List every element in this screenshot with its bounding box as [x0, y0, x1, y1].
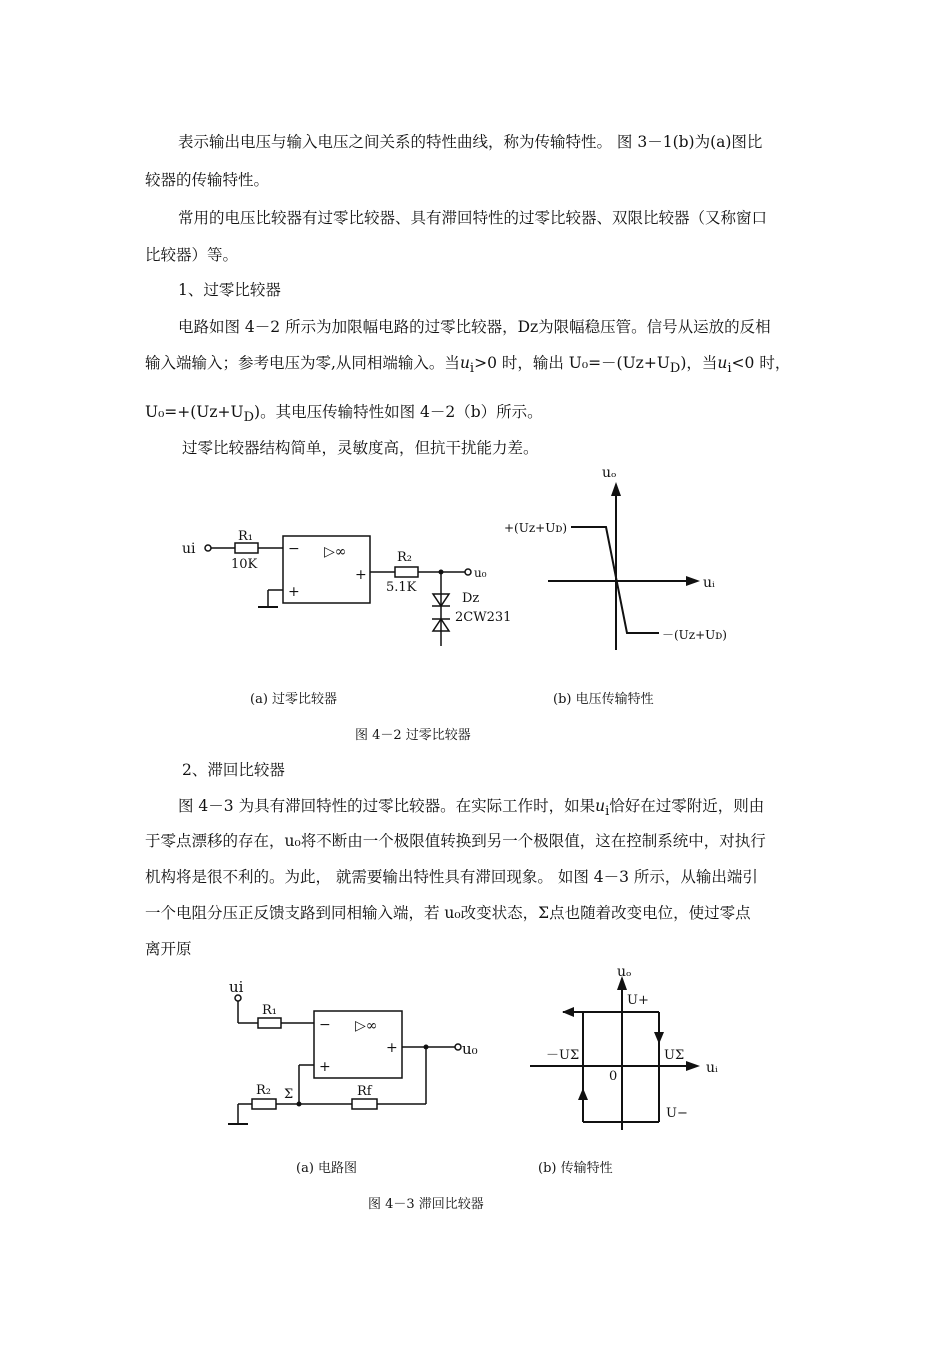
fig42-ui-label: ui — [182, 541, 196, 557]
fig43-origin: 0 — [609, 1069, 618, 1084]
fig42-r2-label: R₂ — [397, 550, 412, 565]
fig42-pos-level: +(Uz+Uᴅ) — [504, 521, 568, 535]
fig42-minus: − — [288, 541, 300, 557]
fig43-rf-label: Rf — [357, 1084, 372, 1099]
line9-part-b: 恰好在过零附近，则由 — [609, 797, 765, 815]
ui-var-3: u — [595, 797, 606, 815]
fig43-ui-label: ui — [229, 978, 244, 996]
d-sub-2: D — [243, 410, 255, 426]
para-line-4: 比较器）等。 — [145, 246, 239, 264]
fig43-x-label: uᵢ — [706, 1060, 718, 1076]
ui-sub-3: i — [605, 804, 610, 820]
line6-part-a: 输入端输入；参考电压为零,从同相端输入。当 — [145, 354, 460, 372]
ui-var-2: u — [717, 354, 728, 372]
line7-part-b: )。其电压传输特性如图 4－2（b）所示。 — [254, 403, 543, 421]
fig42-caption-b: (b) 电压传输特性 — [553, 692, 654, 707]
fig43-r1-label: R₁ — [262, 1003, 277, 1018]
para-line-11: 机构将是很不利的。为此， 就需要输出特性具有滞回现象。 如图 4－3 所示，从输出端引 — [145, 868, 758, 886]
para-line-8: 过零比较器结构简单，灵敏度高，但抗干扰能力差。 — [182, 439, 539, 457]
para-line-1: 表示输出电压与输入电压之间关系的特性曲线，称为传输特性。 图 3－1(b)为(a)图比 — [178, 133, 763, 151]
fig43-r2-label: R₂ — [256, 1083, 271, 1098]
fig42-u0-label: u₀ — [474, 566, 487, 580]
fig43-plus-out: + — [386, 1040, 398, 1056]
fig43-u-plus: U+ — [627, 993, 649, 1008]
fig43-u0-label: u₀ — [462, 1040, 478, 1058]
d-sub: D — [669, 361, 681, 377]
fig43-title: 图 4－3 滞回比较器 — [368, 1197, 484, 1212]
fig42-x-label: uᵢ — [703, 575, 715, 591]
ui-sub: i — [469, 361, 475, 377]
fig42-r1-label: R₁ — [238, 529, 253, 544]
line7-part-a: U₀=+(Uz+U — [145, 403, 244, 421]
para-line-13: 离开原 — [145, 940, 192, 958]
line6-part-d: <0 时， — [731, 354, 791, 372]
fig42-dz-part: 2CW231 — [455, 610, 512, 625]
fig42-dz-label: Dz — [462, 591, 480, 606]
fig43-arrow-up — [578, 1088, 588, 1100]
line6-part-b: >0 时，输出 U₀=－(Uz+U — [474, 354, 670, 372]
para-line-5: 电路如图 4－2 所示为加限幅电路的过零比较器，Dz为限幅稳压管。信号从运放的反相 — [178, 318, 771, 336]
fig42-r1-value: 10K — [231, 557, 258, 572]
para-line-3: 常用的电压比较器有过零比较器、具有滞回特性的过零比较器、双限比较器（又称窗口 — [178, 209, 768, 227]
fig42-neg-level: －(Uz+Uᴅ) — [662, 628, 727, 642]
fig43-neg-sigma: －UΣ — [546, 1048, 580, 1063]
para-line-12: 一个电阻分压正反馈支路到同相输入端，若 u₀改变状态，Σ点也随着改变电位，使过零点 — [145, 904, 751, 922]
fig43-y-label: uₒ — [617, 964, 632, 980]
section-heading-2: 2、滞回比较器 — [182, 761, 285, 779]
fig42-r2-value: 5.1K — [386, 580, 417, 595]
fig43-arrow-left — [562, 1007, 574, 1017]
section-heading-1: 1、过零比较器 — [178, 281, 281, 299]
fig43-caption-a: (a) 电路图 — [296, 1161, 358, 1176]
fig42-title: 图 4－2 过零比较器 — [355, 728, 471, 743]
fig43-caption-b: (b) 传输特性 — [538, 1161, 613, 1176]
fig42-y-label: uₒ — [602, 465, 617, 481]
fig43-arrow-down — [654, 1032, 664, 1044]
fig43-pos-sigma: UΣ — [664, 1048, 685, 1063]
fig42-caption-a: (a) 过零比较器 — [250, 692, 338, 707]
fig43-u-minus: U− — [666, 1106, 688, 1121]
line9-part-a: 图 4－3 为具有滞回特性的过零比较器。在实际工作时，如果 — [178, 797, 596, 815]
fig42-amp-symbol: ▷∞ — [324, 544, 347, 560]
fig43-sigma-label: Σ — [284, 1087, 294, 1102]
fig43-amp-symbol: ▷∞ — [355, 1018, 378, 1034]
fig43-plus-in: + — [319, 1059, 331, 1075]
line6-part-c: )，当 — [680, 354, 718, 372]
para-line-10: 于零点漂移的存在，u₀将不断由一个极限值转换到另一个极限值，这在控制系统中，对执行 — [145, 832, 766, 850]
fig42-plus-in: + — [288, 584, 300, 600]
ui-sub-2: i — [727, 361, 732, 377]
fig43-minus: − — [319, 1017, 331, 1033]
fig42-plus-out: + — [355, 567, 367, 583]
ui-var: u — [459, 354, 470, 372]
para-line-2: 较器的传输特性。 — [145, 171, 270, 189]
